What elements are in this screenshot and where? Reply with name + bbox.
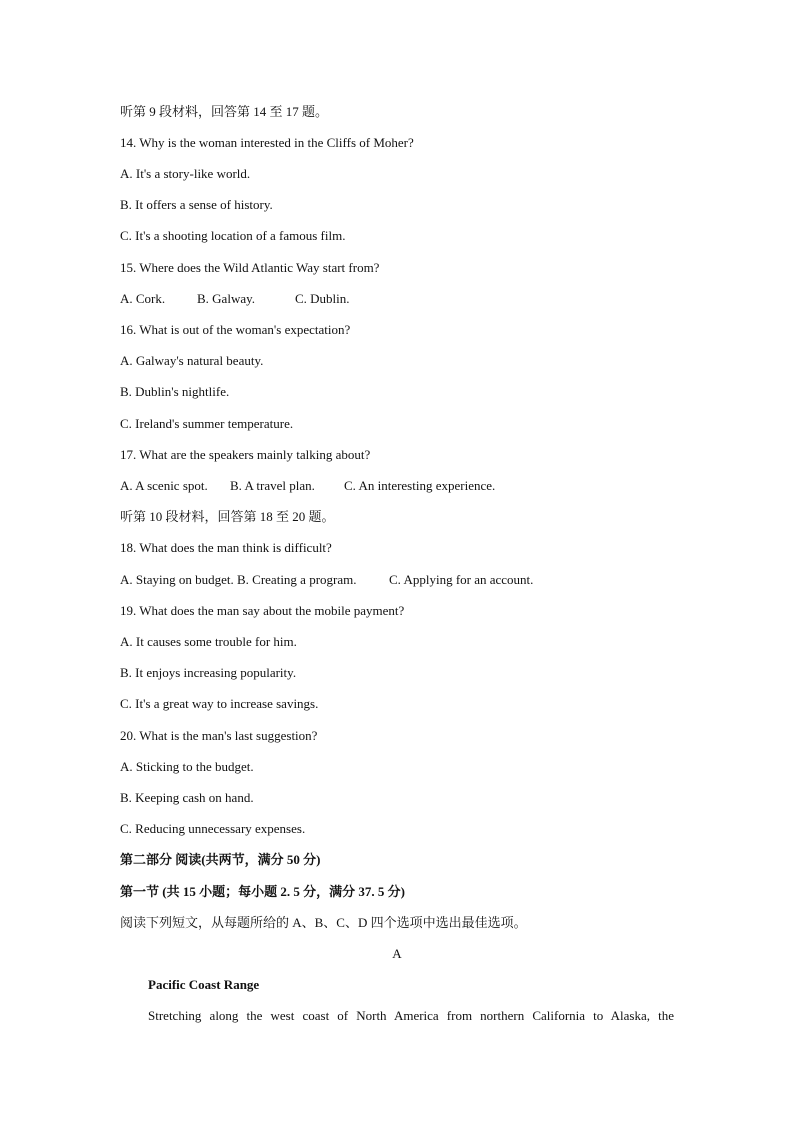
- option-17a: A. A scenic spot.: [120, 478, 208, 493]
- option-20a: A. Sticking to the budget.: [120, 759, 254, 774]
- question-16: 16. What is out of the woman's expectation?: [120, 322, 351, 337]
- passage-first-line: Stretching along the west coast of North America from northern California to Alaska, the: [148, 1008, 674, 1023]
- option-20c: C. Reducing unnecessary expenses.: [120, 821, 306, 836]
- passage-title: Pacific Coast Range: [148, 977, 260, 992]
- option-18ab: A. Staying on budget. B. Creating a program.: [120, 572, 357, 587]
- option-19c: C. It's a great way to increase savings.: [120, 696, 319, 711]
- option-16c: C. Ireland's summer temperature.: [120, 416, 294, 431]
- option-14a: A. It's a story-like world.: [120, 166, 251, 181]
- option-17b: B. A travel plan.: [230, 478, 315, 493]
- question-19: 19. What does the man say about the mobile payment?: [120, 603, 405, 618]
- option-16b: B. Dublin's nightlife.: [120, 384, 230, 399]
- question-14: 14. Why is the woman interested in the Cliffs of Moher?: [120, 135, 414, 150]
- option-15c: C. Dublin.: [295, 291, 350, 306]
- section-one-heading: 第一节 (共 15 小题；每小题 2. 5 分，满分 37. 5 分): [120, 884, 405, 899]
- options-15: [120, 291, 350, 307]
- passage-label: A: [392, 946, 402, 961]
- options-17: [120, 478, 495, 494]
- part-two-heading: 第二部分 阅读(共两节，满分 50 分): [120, 852, 321, 867]
- section-instruction-9: 听第 9 段材料，回答第 14 至 17 题。: [120, 104, 329, 119]
- question-18: 18. What does the man think is difficult?: [120, 540, 332, 555]
- option-15a: A. Cork.: [120, 291, 166, 306]
- question-20: 20. What is the man's last suggestion?: [120, 728, 318, 743]
- reading-instruction: 阅读下列短文，从每题所给的 A、B、C、D 四个选项中选出最佳选项。: [120, 915, 527, 930]
- option-16a: A. Galway's natural beauty.: [120, 353, 264, 368]
- option-15b: B. Galway.: [197, 291, 256, 306]
- question-15: 15. Where does the Wild Atlantic Way start from?: [120, 260, 380, 275]
- question-17: 17. What are the speakers mainly talking about?: [120, 447, 371, 462]
- option-14c: C. It's a shooting location of a famous film.: [120, 228, 346, 243]
- option-17c: C. An interesting experience.: [344, 478, 496, 493]
- options-18: [120, 572, 533, 588]
- option-18c: C. Applying for an account.: [389, 572, 534, 587]
- option-19b: B. It enjoys increasing popularity.: [120, 665, 297, 680]
- option-20b: B. Keeping cash on hand.: [120, 790, 254, 805]
- option-19a: A. It causes some trouble for him.: [120, 634, 297, 649]
- section-instruction-10: 听第 10 段材料，回答第 18 至 20 题。: [120, 509, 335, 524]
- option-14b: B. It offers a sense of history.: [120, 197, 273, 212]
